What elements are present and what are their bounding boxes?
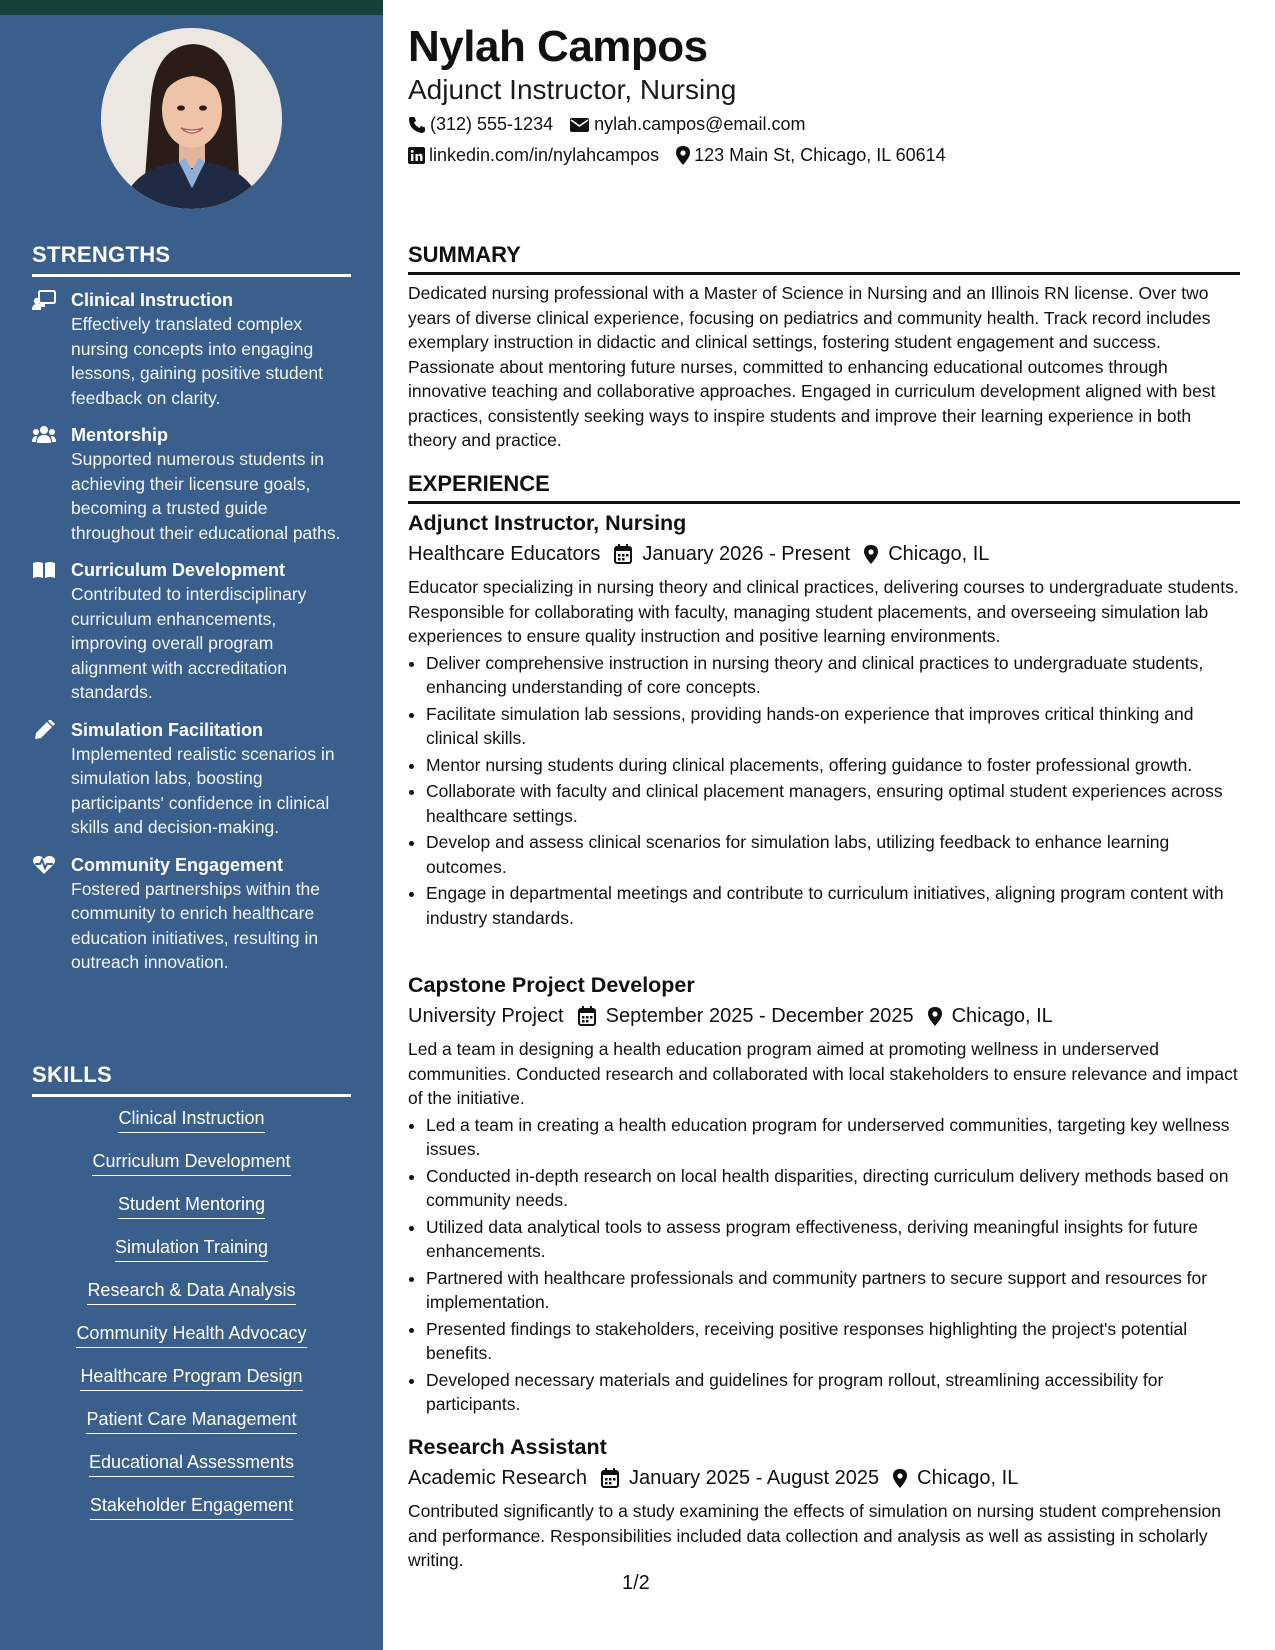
job-description: Contributed significantly to a study examining the effects of simulation on nursing student comprehension and performance. Responsibilities included data collection and analysis as well as assisting in scholarly writing. xyxy=(408,1501,1221,1570)
strength-item xyxy=(32,288,352,410)
job-bullet: • Led a team in creating a health education program for underserved communities, targeting key wellness issues. xyxy=(426,1113,1240,1162)
skill-item: Clinical Instruction xyxy=(118,1107,264,1133)
job-title: Adjunct Instructor, Nursing xyxy=(408,511,687,535)
location-pin-icon xyxy=(893,1469,907,1488)
contact-row xyxy=(408,114,822,135)
strength-description: Fostered partnerships within the community to enrich healthcare education initiatives, resulting in outreach innovation. xyxy=(71,878,321,972)
job-bullets xyxy=(408,1113,1240,1417)
candidate-name: Nylah Campos xyxy=(408,22,708,71)
contact-row xyxy=(408,145,963,166)
candidate-title: Adjunct Instructor, Nursing xyxy=(408,74,737,105)
page-number: 1/2 xyxy=(622,1572,650,1594)
job-bullets xyxy=(408,651,1240,931)
phone xyxy=(408,114,553,135)
job-dates: January 2025 - August 2025 xyxy=(628,1467,880,1489)
linkedin-url[interactable]: linkedin.com/in/nylahcampos xyxy=(429,145,660,165)
skills-list xyxy=(32,1107,351,1537)
job-description: Educator specializing in nursing theory and clinical practices, delivering courses to undergraduate students. Responsible for collaborating with faculty, managing student placements, and overseeing simulation lab experiences to ensure quality instruction and positive learning environments. xyxy=(408,577,1239,646)
heart-pulse-icon xyxy=(32,855,56,875)
job-description: Led a team in designing a health education program aimed at promoting wellness in underserved communities. Conducted research and collaborated with local stakeholders to ensure relevance and impact of the initiative. xyxy=(408,1039,1238,1108)
job-meta xyxy=(408,1463,1240,1493)
location-pin-icon xyxy=(676,146,690,165)
skill-item: Stakeholder Engagement xyxy=(90,1494,293,1520)
strength-item xyxy=(32,558,352,705)
users-icon xyxy=(32,425,56,445)
sidebar-top-bar xyxy=(0,0,383,15)
job-dates: January 2026 - Present xyxy=(642,543,851,565)
pen-icon xyxy=(32,720,56,740)
profile-photo xyxy=(101,28,282,209)
job-entry xyxy=(408,971,1240,1419)
job-dates: September 2025 - December 2025 xyxy=(605,1005,914,1027)
skill-item: Patient Care Management xyxy=(86,1408,296,1434)
teacher-board-icon xyxy=(32,290,56,310)
address xyxy=(676,145,946,166)
phone-icon xyxy=(408,116,426,134)
strength-title: Simulation Facilitation xyxy=(71,719,264,740)
job-organization: Academic Research xyxy=(408,1467,587,1489)
job-title: Capstone Project Developer xyxy=(408,973,695,997)
job-bullet: • Develop and assess clinical scenarios for simulation labs, utilizing feedback to enhance learning outcomes. xyxy=(426,830,1240,879)
open-book-icon xyxy=(32,560,56,580)
job-location: Chicago, IL xyxy=(951,1005,1053,1027)
job-title: Research Assistant xyxy=(408,1435,607,1459)
phone-number: (312) 555-1234 xyxy=(430,114,554,134)
strength-title: Mentorship xyxy=(71,425,168,445)
skill-item: Research & Data Analysis xyxy=(87,1279,295,1305)
job-bullet: • Utilized data analytical tools to assess program effectiveness, deriving meaningful insights for future enhancements. xyxy=(426,1215,1240,1264)
skill-item: Community Health Advocacy xyxy=(76,1322,306,1348)
strengths-list xyxy=(32,288,352,988)
job-bullet: • Facilitate simulation lab sessions, providing hands-on experience that improves critical thinking and clinical skills. xyxy=(426,702,1240,751)
job-meta xyxy=(408,1001,1240,1031)
email xyxy=(570,114,805,135)
linkedin-icon xyxy=(408,147,425,164)
job-bullet: • Presented findings to stakeholders, receiving positive responses highlighting the project's potential benefits. xyxy=(426,1317,1240,1366)
strength-title: Clinical Instruction xyxy=(71,290,234,310)
skill-item: Healthcare Program Design xyxy=(80,1365,302,1391)
job-bullet: • Deliver comprehensive instruction in nursing theory and clinical practices to undergraduate students, enhancing understanding of core concepts. xyxy=(426,651,1240,700)
job-bullet: • Conducted in-depth research on local health disparities, directing curriculum delivery methods based on community needs. xyxy=(426,1164,1240,1213)
skill-item: Student Mentoring xyxy=(118,1193,265,1219)
strength-description: Supported numerous students in achieving their licensure goals, becoming a trusted guide throughout their educational paths. xyxy=(71,449,341,543)
strength-description: Effectively translated complex nursing concepts into engaging lessons, gaining positive student feedback on clarity. xyxy=(71,314,323,408)
skill-item: Simulation Training xyxy=(115,1236,268,1262)
calendar-icon xyxy=(578,1006,596,1026)
strength-description: Contributed to interdisciplinary curriculum enhancements, improving overall program alignment with accreditation standards. xyxy=(71,584,307,702)
job-organization: University Project xyxy=(408,1005,564,1027)
job-meta xyxy=(408,539,1240,569)
summary-text: Dedicated nursing professional with a Master of Science in Nursing and an Illinois RN license. Over two years of diverse clinical experience, focusing on pediatrics and community health. Track record includes exemplary instruction in didactic and clinical settings, fostering student engagement and success. Passionate about mentoring future nurses, committed to enhancing educational outcomes through innovative teaching and collaborative approaches. Engaged in curriculum development aligned with best practices, consistently seeking ways to inspire students and improve their learning experience in both theory and practice. xyxy=(408,283,1216,450)
strength-item xyxy=(32,718,352,840)
job-bullet: • Mentor nursing students during clinical placements, offering guidance to foster professional growth. xyxy=(426,753,1240,778)
experience-heading: EXPERIENCE xyxy=(408,471,1240,504)
strength-item xyxy=(32,853,352,975)
strength-title: Curriculum Development xyxy=(71,560,286,580)
linkedin xyxy=(408,145,659,166)
job-entry xyxy=(408,509,1240,932)
job-bullet: • Partnered with healthcare professionals and community partners to secure support and resources for implementation. xyxy=(426,1266,1240,1315)
strength-item xyxy=(32,423,352,545)
skills-heading: SKILLS xyxy=(32,1062,351,1097)
calendar-icon xyxy=(614,544,632,564)
skill-item: Educational Assessments xyxy=(89,1451,294,1477)
job-bullet: • Developed necessary materials and guidelines for program rollout, streamlining accessibility for participants. xyxy=(426,1368,1240,1417)
strengths-heading: STRENGTHS xyxy=(32,242,351,277)
job-organization: Healthcare Educators xyxy=(408,543,601,565)
envelope-icon xyxy=(570,117,590,133)
job-entry xyxy=(408,1433,1240,1573)
job-location: Chicago, IL xyxy=(917,1467,1019,1489)
job-location: Chicago, IL xyxy=(888,543,990,565)
job-bullet: • Collaborate with faculty and clinical placement managers, ensuring optimal student experiences across healthcare settings. xyxy=(426,779,1240,828)
email-address[interactable]: nylah.campos@email.com xyxy=(594,114,806,134)
strength-title: Community Engagement xyxy=(71,854,284,875)
summary-heading: SUMMARY xyxy=(408,242,1240,275)
strength-description: Implemented realistic scenarios in simulation labs, boosting participants' confidence in clinical skills and decision-making. xyxy=(71,743,335,837)
location-pin-icon xyxy=(928,1007,942,1026)
job-bullet: • Engage in departmental meetings and contribute to curriculum initiatives, aligning program content with industry standards. xyxy=(426,881,1240,930)
skill-item: Curriculum Development xyxy=(92,1150,290,1176)
street-address: 123 Main St, Chicago, IL 60614 xyxy=(694,145,946,165)
location-pin-icon xyxy=(864,545,878,564)
calendar-icon xyxy=(601,1468,619,1488)
sidebar xyxy=(0,0,383,1650)
